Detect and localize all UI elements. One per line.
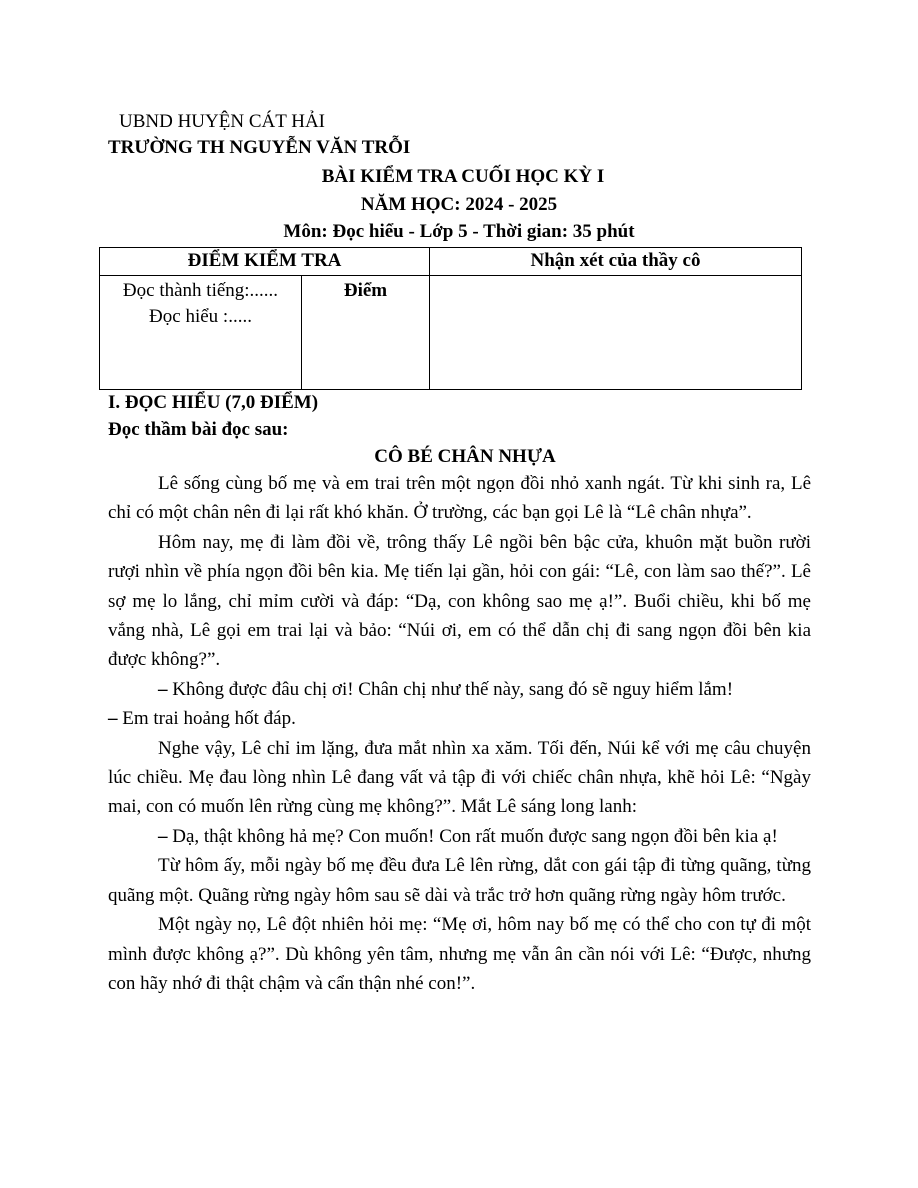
story-paragraph: Từ hôm ấy, mỗi ngày bố mẹ đều đưa Lê lên rừng, dắt con gái tập đi từng quãng, từng quãng một. Quãng rừng ngày hôm sau sẽ dài và trắc trở hơn quãng rừng ngày hôm trước. — [108, 855, 811, 906]
story-paragraph: Hôm nay, mẹ đi làm đồi về, trông thấy Lê ngồi bên bậc cửa, khuôn mặt buồn rười rượi nhìn về phía ngọn đồi bên kia. Mẹ tiến lại gần, hỏi con gái: “Lê, con làm sao thế?”. Lê sợ mẹ lo lắng, chỉ mỉm cười và đáp: “Dạ, con không sao mẹ ạ!”. Buổi chiều, khi bố mẹ vắng nhà, Lê gọi em trai lại và bảo: “Núi ơi, em có thể dẫn chị đi sang ngọn đồi bên kia được không?”. — [108, 531, 811, 671]
dialogue-dash: – — [158, 825, 168, 847]
dialogue-text: Dạ, thật không hả mẹ? Con muốn! Con rất muốn được sang ngọn đồi bên kia ạ! — [172, 825, 778, 847]
reading-instruction: Đọc thầm bài đọc sau: — [108, 419, 289, 440]
story-paragraph: Một ngày nọ, Lê đột nhiên hỏi mẹ: “Mẹ ơi, hôm nay bố mẹ có thể cho con tự đi một mình được không ạ?”. Dù không yên tâm, nhưng mẹ vẫn ân cần nói với Lê: “Được, nhưng con hãy nhớ đi thật chậm và cẩn thận nhé con!”. — [108, 914, 811, 994]
story-paragraph — [108, 704, 811, 733]
story-body — [108, 469, 811, 998]
dialogue-text: Không được đâu chị ơi! Chân chị như thế này, sang đó sẽ nguy hiểm lắm! — [172, 678, 734, 700]
school-year: NĂM HỌC: 2024 - 2025 — [360, 194, 558, 215]
read-aloud-score: Đọc thành tiếng:...... — [122, 280, 279, 301]
story-paragraph: Nghe vậy, Lê chỉ im lặng, đưa mắt nhìn xa xăm. Tối đến, Núi kể với mẹ câu chuyện lúc chiều. Mẹ đau lòng nhìn Lê đang vất vả tập đi với chiếc chân nhựa, khẽ hỏi Lê: “Ngày mai, con có muốn lên rừng cùng mẹ không?”. Mắt Lê sáng long lanh: — [108, 737, 811, 818]
district-name: UBND HUYỆN CÁT HẢI — [119, 111, 326, 132]
comment-header: Nhận xét của thầy cô — [430, 248, 802, 276]
dialogue-dash: – — [158, 678, 168, 700]
subject-line: Môn: Đọc hiểu - Lớp 5 - Thời gian: 35 phút — [283, 221, 635, 242]
section-title: I. ĐỌC HIỂU (7,0 ĐIỂM) — [108, 392, 319, 413]
dialogue-text: Em trai hoảng hốt đáp. — [122, 708, 296, 730]
score-header: ĐIỂM KIỂM TRA — [100, 248, 430, 276]
score-table — [99, 247, 802, 390]
total-score-cell: Điểm — [302, 276, 430, 390]
dialogue-dash: – — [108, 708, 118, 730]
reading-score: Đọc hiểu :..... — [149, 306, 252, 327]
score-breakdown-cell — [100, 276, 302, 390]
comment-cell — [430, 276, 802, 390]
exam-title: BÀI KIỂM TRA CUỐI HỌC KỲ I — [321, 166, 605, 187]
school-name: TRƯỜNG TH NGUYỄN VĂN TRỖI — [108, 137, 411, 158]
story-paragraph — [108, 675, 811, 704]
story-paragraph — [108, 822, 811, 851]
story-paragraph: Lê sống cùng bố mẹ và em trai trên một ngọn đồi nhỏ xanh ngát. Từ khi sinh ra, Lê chỉ có một chân nên đi lại rất khó khăn. Ở trường, các bạn gọi Lê là “Lê chân nhựa”. — [108, 473, 811, 524]
story-title: CÔ BÉ CHÂN NHỰA — [374, 446, 556, 467]
